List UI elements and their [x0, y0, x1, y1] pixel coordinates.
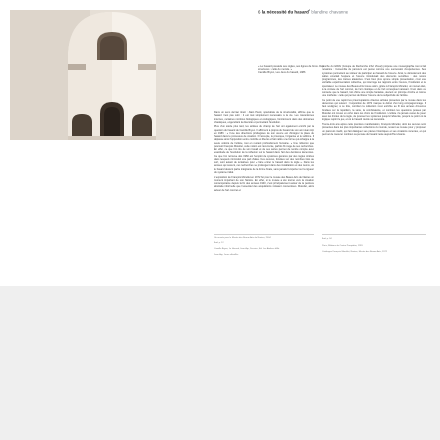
footnote-rule-left [214, 234, 314, 235]
museum-arches-image [10, 10, 201, 140]
footnote-right-3: Catalogue François Morellet, Nantes, Musée des Beaux-Arts, 1972 [322, 251, 387, 253]
paragraph: L'exposition de François Morellet en 1972 fut pour le musée des Beaux-Arts de Nantes un moment important de son histoire. En effet, si le musée a été tourné vers la création contemporaine depuis la fin des années 1940, c'est principalement autour de la peinture abstraite informelle que l'essentiel des acquisitions s'étaient concentrées. Morellet, alors acteur de l'art concret et [214, 175, 314, 192]
footnote-left-3: Camille Bryen, Le Hasard, Jean Arp, Dessins, Ed. Les Ateliers d'Art [214, 248, 280, 250]
epigraph-attribution: Camille Bryen, Les Jeux du hasard, 1986 [258, 71, 306, 75]
footnote-rule-right [322, 234, 426, 235]
paragraph: Ce point de vue rejoint les préoccupations d'autres artistes présentés par le musée dans les décennies qui suivent : l'exposition de 1972 marque le début d'un long compagnonnage. Il faut souligner, à ce titre, combien la collection s'est enrichie au fil des années d'œuvres fondées sur la répétition, la série, la combinatoire, et combien les questions posées par Morellet ont trouvé un écho dans les choix de l'institution. L'artiste n'a jamais cessé de jouer avec les limites de la règle, de pousser les systèmes jusqu'à l'absurde, jusqu'à ce point où la logique rejoint le jeu, et où le hasard révèle sa nécessité. [322, 98, 426, 122]
page-number: 6 [258, 9, 261, 15]
footnote-right-1: Ibid. p. 34 [322, 238, 332, 240]
footnote-left-1: Un musée pour le Musée des Beaux-Arts de Nantes, 2004 [214, 237, 271, 239]
footnote-right-2: Paris, Éditions du Centre Pompidou, 1991 [322, 245, 363, 247]
gallery-photograph [10, 10, 201, 140]
paragraph: proche du GRAV (Groupe de Recherche d'Art Visuel) propose une muséographie tout à fait novatrice : l'ensemble du parcours est pensé comme une succession d'expériences. Ses systèmes permettent au visiteur de participer au hasard de l'œuvre. Ainsi, le déroulement des salles émettait l'espace et l'œuvre introduisait des éléments sensibles : des néons programmés, des trames aléatoires. C'est bien plus qu'une simple présentation, c'est une véritable expérimentation collective, qui interroge les rapports entre l'œuvre, l'institution et le spectateur. Le musée des Beaux-Arts trouve alors, grâce à François Morellet, un nouvel élan, à la croisée de l'art concret, de l'art cinétique et de l'art conceptuel naissant. C'est dans ce contexte que le hasard, loin d'être une simple fantaisie, devient un principe d'ordre et même une méthode : celle qui permet de libérer l'œuvre de la subjectivité de l'artiste. [322, 65, 426, 98]
epigraph-quote: « Le hasard possède ses règles, ses lignes de force. Des structures : celle du monde. » [258, 65, 324, 72]
page-background [0, 286, 440, 440]
paragraph: Dans un sens dernier tirant : Alain Pieck, spécialiste de la structuralité, affirme que le hasard n'est pas subi : il est tout simplement nécessaire à la vie. Les mécanismes internes, certaines nombres biologiques et écologiques, fonctionnent dans des domaines chaotiques, engendrant la diversité et permettant l'évolution. [214, 111, 314, 124]
article-title: la nécessité du hasard [261, 9, 309, 15]
epigraph [258, 65, 324, 75]
paragraph: Trente-trois ans après cette première manifestation, François Morellet, dont les œuvres sont présentes dans les plus importantes collections du monde, revient au musée pour y proposer un parcours inédit, qui fait dialoguer ses pièces historiques et ses créations récentes, et qui permet de mesurer combien sa pensée du hasard reste aujourd'hui vivante. [322, 123, 426, 136]
paragraph: Plus d'un siècle plus tard, les artistes du champ de l'art ont également enrichi par la question du hasard de Camille Bryen. Il affirment à propos du hasard de son ami Jean Arp en 1986 : « l'une des directions privilégiées de son œuvre est d'intégrer la place du hasard dans le processus de création. Il l'accepte, le provoque, l'organise et le sublime. Il dépasse ainsi l'opposition entre contrôle et liberté et fait naître une forme qui échappe à la seule volonté de l'artiste, tout en restant profondément humaine. » Une réflexion que poursuit François Morellet, cette notion est récurrente, parfois fil rouge de ses recherches. En effet, ce que l'on tire de son travail et de ses séries permet de rendre compte avec exactitude de l'évolution de la réflexion sur le hasard dans l'art des dernières décennies. Ce que l'on retrouve dès 1960 est l'emploi de systèmes générés par des règles strictes dans lesquels s'introduit une part d'aléa. Ces œuvres, fondées sur des nombres tirés au sort, sont autant de tentatives pour « faire entrer le hasard dans la règle ». Dans les années qui suivent, ces recherches se prolongent dans des installations et des néons, où le hasard devient partie intégrante de la forme finale, sans jamais l'emporter sur la rigueur du système initial. [214, 125, 314, 174]
body-column-left [214, 111, 314, 193]
body-column-right [322, 65, 426, 137]
title-footnote-mark: 1 [308, 9, 311, 12]
article-author: blandine chavanne [311, 9, 349, 15]
footnote-left-4: Jean Arp, Jours effeuillés [214, 254, 239, 256]
footnote-left-2: Ibid. p. 12 [214, 242, 224, 244]
document-header [258, 9, 348, 14]
